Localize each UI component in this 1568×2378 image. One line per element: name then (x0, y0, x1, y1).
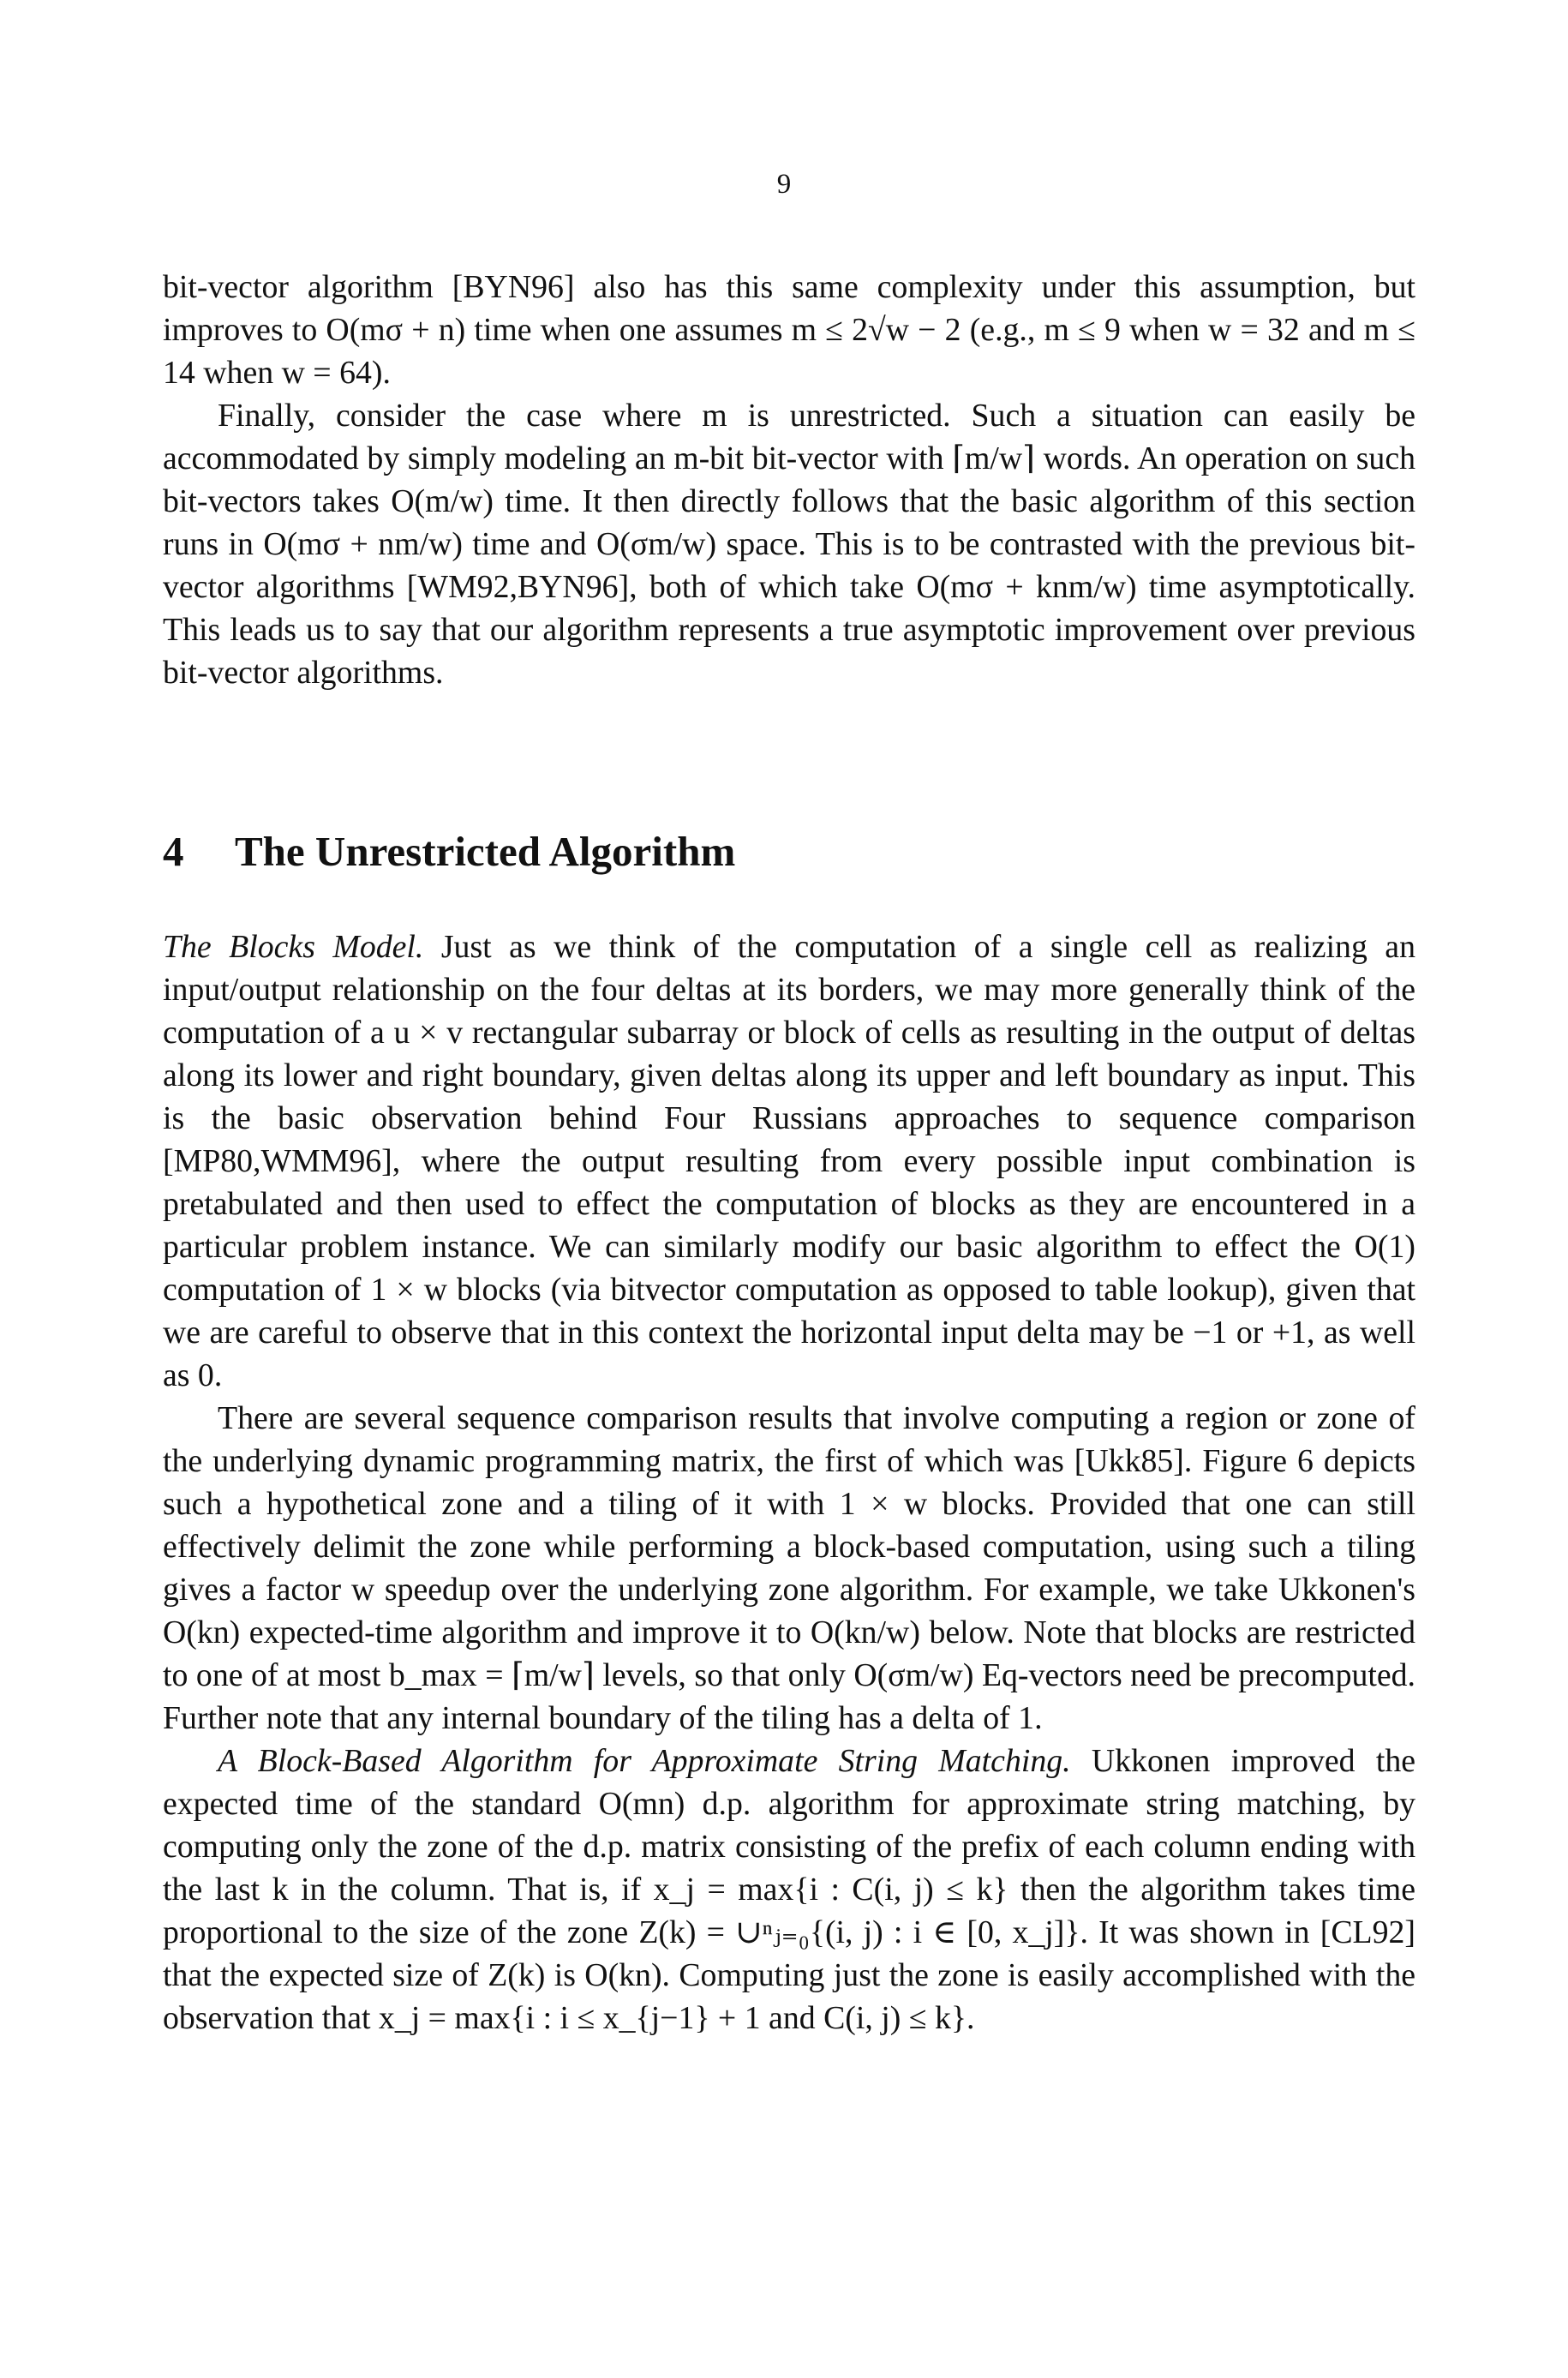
paragraph-blocks-model (163, 925, 1415, 1397)
section-number: 4 (163, 828, 184, 875)
section-body-text-block (163, 925, 1415, 2040)
paragraph-block-based-algorithm-text: Ukkonen improved the expected time of the standard O(mn) d.p. algorithm for approximate string matching, by computing only the zone of the d.p. matrix consisting of the prefix of each column ending with the last k in the column. That is, if x_j = max{i : C(i, j) ≤ k} then the algorithm takes time proportional to the size of the zone Z(k) = ∪ⁿⱼ₌₀{(i, j) : i ∈ [0, x_j]}. It was shown in [CL92] that the expected size of Z(k) is O(kn). Computing just the zone is easily accomplished with the observation that x_j = max{i : i ≤ x_{j−1} + 1 and C(i, j) ≤ k}. (163, 1743, 1415, 2036)
run-in-heading-blocks-model: The Blocks Model. (163, 929, 424, 965)
paragraph-blocks-model-text: Just as we think of the computation of a single cell as realizing an input/output relationship on the four deltas at its borders, we may more generally think of the computation of a u × v rectangular subarray or block of cells as resulting in the output of deltas along its lower and right boundary, given deltas along its upper and left boundary as input. This is the basic observation behind Four Russians approaches to sequence comparison [MP80,WMM96], where the output resulting from every possible input combination is pretabulated and then used to effect the computation of blocks as they are encountered in a particular problem instance. We can similarly modify our basic algorithm to effect the O(1) computation of 1 × w blocks (via bitvector computation as opposed to table lookup), given that we are careful to observe that in this context the horizontal input delta may be −1 or +1, as well as 0. (163, 929, 1415, 1393)
paragraph-zone-tiling: There are several sequence comparison results that involve computing a region or zone of the underlying dynamic programming matrix, the first of which was [Ukk85]. Figure 6 depicts such a hypothetical zone and a tiling of it with 1 × w blocks. Provided that one can still effectively delimit the zone while performing a block-based computation, using such a tiling gives a factor w speedup over the underlying zone algorithm. For example, we take Ukkonen's O(kn) expected-time algorithm and improve it to O(kn/w) below. Note that blocks are restricted to one of at most b_max = ⌈m/w⌉ levels, so that only O(σm/w) Eq-vectors need be precomputed. Further note that any internal boundary of the tiling has a delta of 1. (163, 1400, 1415, 1736)
run-in-heading-block-based-algorithm: A Block-Based Algorithm for Approximate String Matching. (218, 1743, 1071, 1779)
paragraph-bitvector-complexity: bit-vector algorithm [BYN96] also has this same complexity under this assumption, but improves to O(mσ + n) time when one assumes m ≤ 2√w − 2 (e.g., m ≤ 9 when w = 32 and m ≤ 14 when w = 64). (163, 269, 1415, 391)
section-heading (163, 827, 735, 876)
intro-text-block (163, 266, 1415, 694)
paragraph-block-based-algorithm (163, 1740, 1415, 2040)
paragraph-unrestricted-case: Finally, consider the case where m is unrestricted. Such a situation can easily be accommodated by simply modeling an m-bit bit-vector with ⌈m/w⌉ words. An operation on such bit-vectors takes O(m/w) time. It then directly follows that the basic algorithm of this section runs in O(mσ + nm/w) time and O(σm/w) space. This is to be contrasted with the previous bit-vector algorithms [WM92,BYN96], both of which take O(mσ + knm/w) time asymptotically. This leads us to say that our algorithm represents a true asymptotic improvement over previous bit-vector algorithms. (163, 398, 1415, 691)
page-number: 9 (776, 169, 792, 200)
section-title: The Unrestricted Algorithm (235, 828, 736, 875)
